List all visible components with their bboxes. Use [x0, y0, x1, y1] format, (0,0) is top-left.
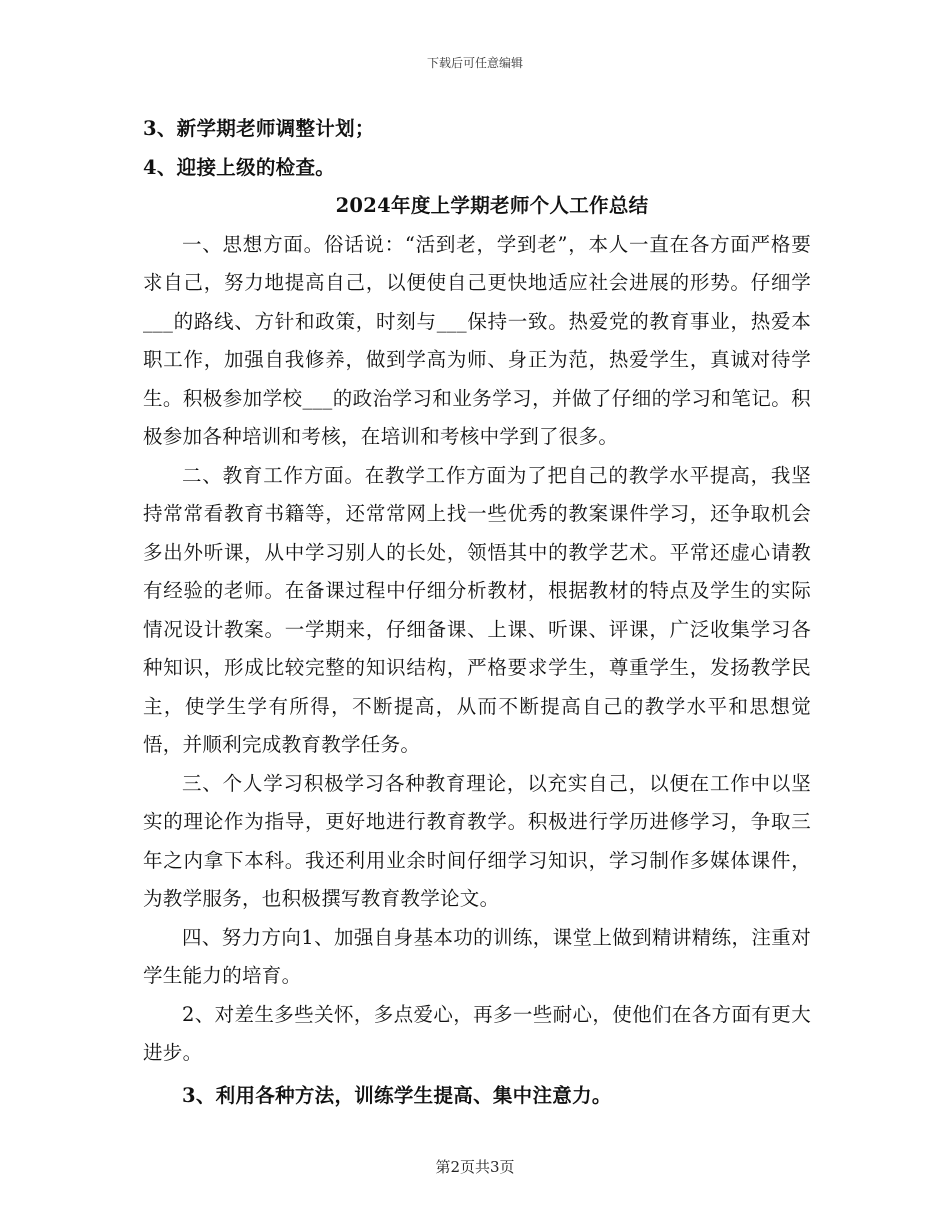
- paragraph-direction-2: 2、对差生多些关怀，多点爱心，再多一些耐心，使他们在各方面有更大进步。: [143, 1002, 811, 1064]
- document-title: 2024年度上学期老师个人工作总结: [335, 194, 649, 217]
- page-header: 下载后可任意编辑: [426, 56, 523, 70]
- paragraph-direction: 四、努力方向1、加强自身基本功的训练，课堂上做到精讲精练，注重对学生能力的培育。: [143, 925, 811, 987]
- paragraph-education-work: 二、教育工作方面。在教学工作方面为了把自己的教学水平提高，我坚持常常看教育书籍等，还常常网上找一些优秀的教案课件学习，还争取机会多出外听课，从中学习别人的长处，领悟其中的教学艺术。平常还虚心请教有经验的老师。在备课过程中仔细分析教材，根据教材的特点及学生的实际情况设计教案。一学期来，仔细备课、上课、听课、评课，广泛收集学习各种知识，形成比较完整的知识结构，严格要求学生，尊重学生，发扬教学民主，使学生学有所得，不断提高，从而不断提高自己的教学水平和思想觉悟，并顺利完成教育教学任务。: [143, 463, 811, 756]
- page-footer: 第2页共3页: [435, 1158, 515, 1176]
- paragraph-direction-3: 3、利用各种方法，训练学生提高、集中注意力。: [182, 1083, 612, 1107]
- list-item-4: 4、迎接上级的检查。: [143, 155, 336, 179]
- paragraph-personal-study: 三、个人学习积极学习各种教育理论，以充实自己，以便在工作中以坚实的理论作为指导，更好地进行教育教学。积极进行学历进修学习，争取三年之内拿下本科。我还利用业余时间仔细学习知识，学习制作多媒体课件，为教学服务，也积极撰写教育教学论文。: [143, 771, 811, 910]
- list-item-3: 3、新学期老师调整计划；: [143, 117, 375, 140]
- document-body: [143, 110, 811, 1115]
- paragraph-thought: 一、思想方面。俗话说：“活到老，学到老”，本人一直在各方面严格要求自己，努力地提高自己，以便使自己更快地适应社会进展的形势。仔细学___的路线、方针和政策，时刻与___保持一致。热爱党的教育事业，热爱本职工作，加强自我修养，做到学高为师、身正为范，热爱学生，真诚对待学生。积极参加学校___的政治学习和业务学习，并做了仔细的学习和笔记。积极参加各种培训和考核，在培训和考核中学到了很多。: [143, 232, 811, 448]
